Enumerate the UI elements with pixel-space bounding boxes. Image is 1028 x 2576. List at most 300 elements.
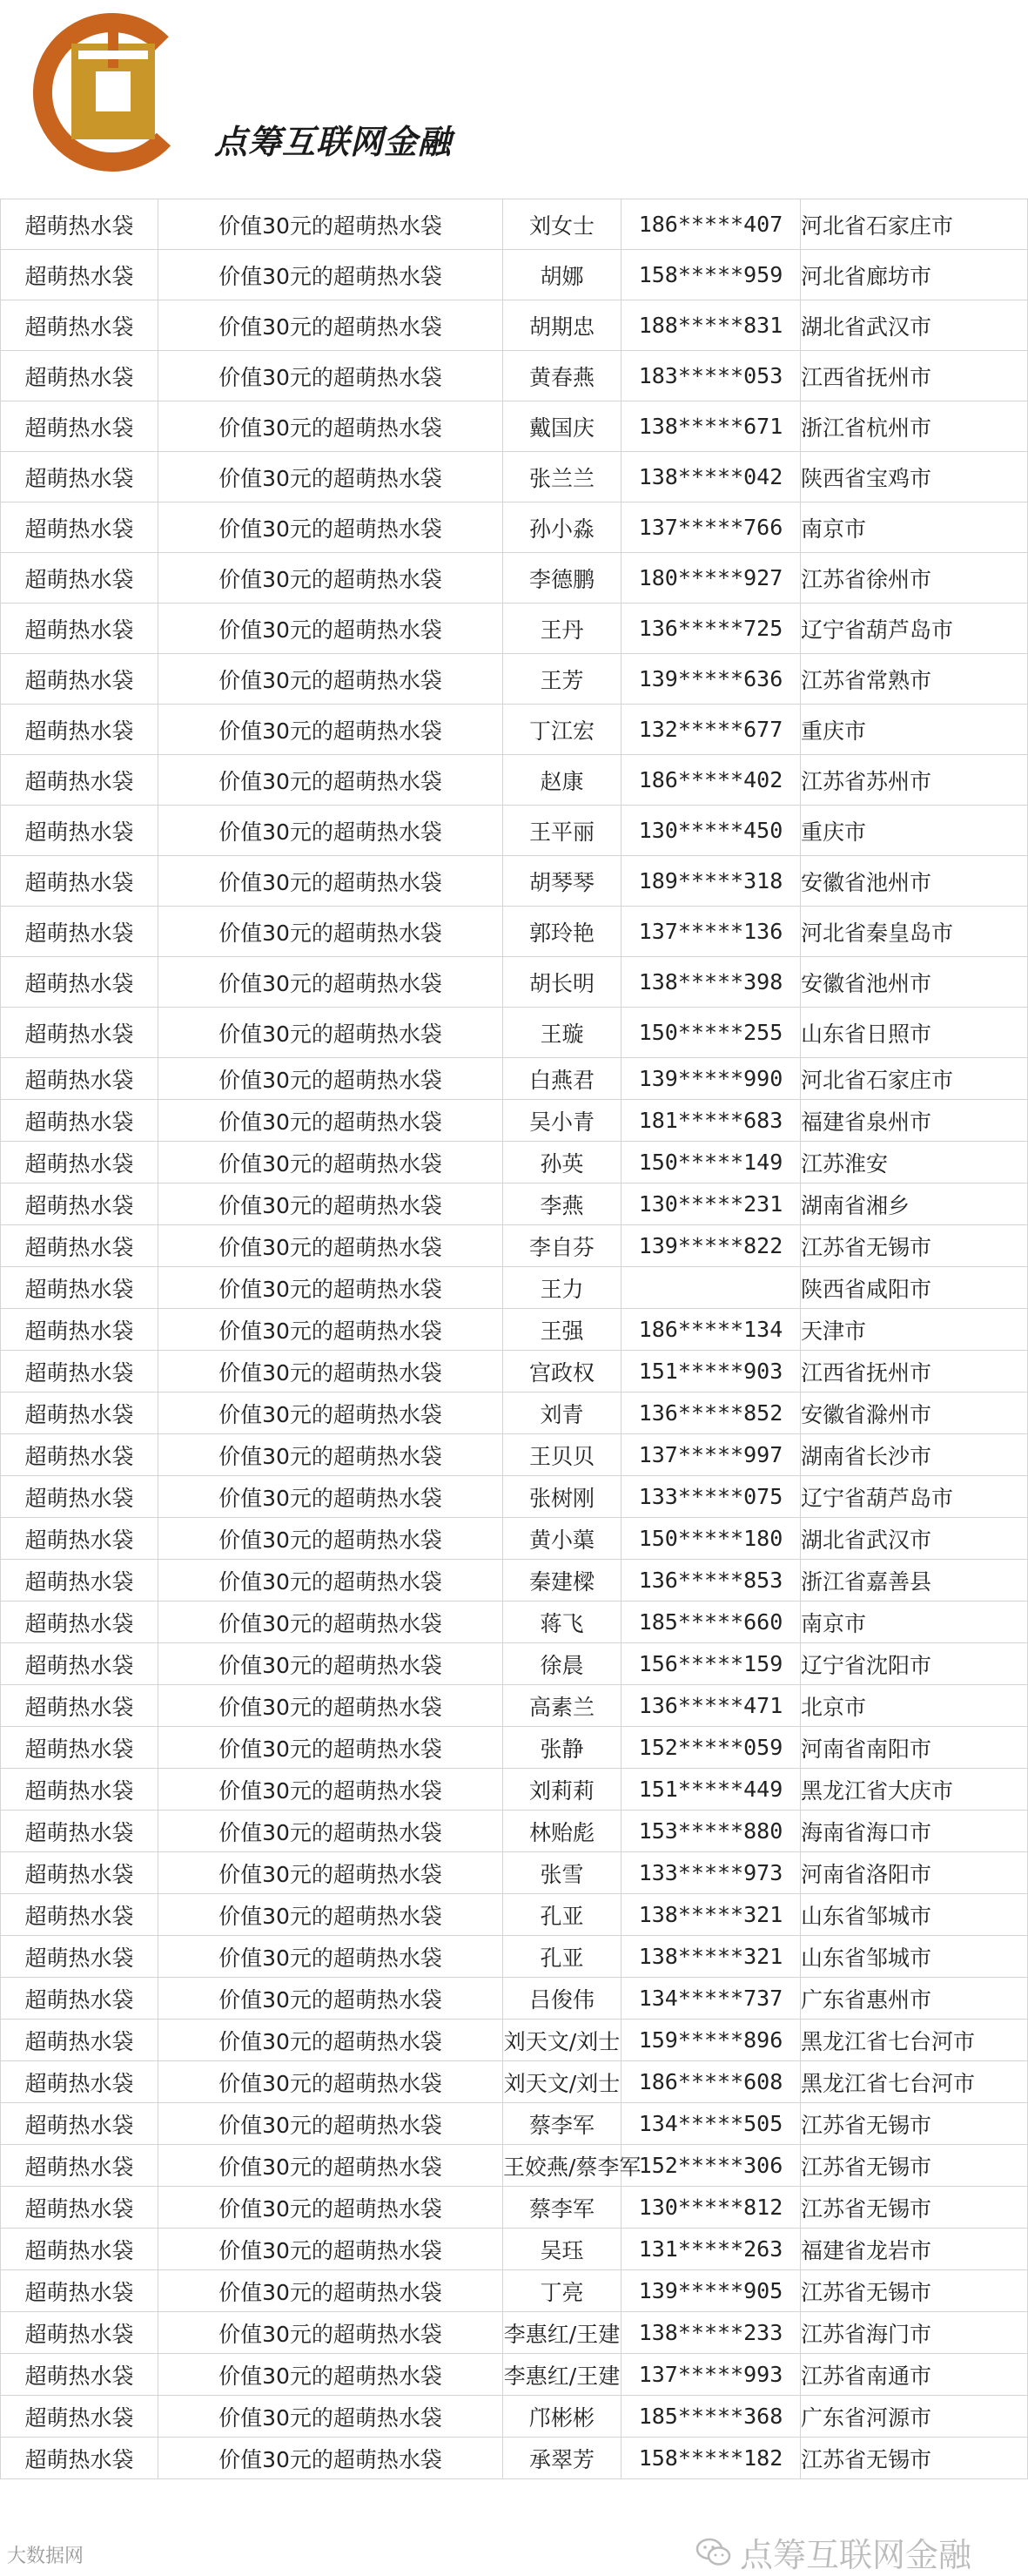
winner-phone-cell: 159*****896 — [622, 2020, 801, 2061]
winner-name-cell: 刘女士 — [503, 199, 622, 250]
prize-description-cell: 价值30元的超萌热水袋 — [158, 2145, 503, 2187]
winner-location-cell: 江苏省无锡市 — [801, 2145, 1028, 2187]
winner-location-cell: 天津市 — [801, 1309, 1028, 1351]
table-row — [1, 957, 1028, 1008]
winner-location-cell: 山东省日照市 — [801, 1008, 1028, 1058]
prize-item-cell: 超萌热水袋 — [1, 1560, 158, 1602]
winner-location-cell: 广东省河源市 — [801, 2396, 1028, 2438]
prize-description-cell: 价值30元的超萌热水袋 — [158, 806, 503, 856]
winners-table — [0, 199, 1028, 2479]
winner-name-cell: 王力 — [503, 1267, 622, 1309]
table-row — [1, 250, 1028, 300]
winner-phone-cell: 136*****853 — [622, 1560, 801, 1602]
prize-description-cell: 价值30元的超萌热水袋 — [158, 1518, 503, 1560]
winner-phone-cell: 185*****660 — [622, 1602, 801, 1643]
winner-name-cell: 刘青 — [503, 1393, 622, 1434]
prize-item-cell: 超萌热水袋 — [1, 806, 158, 856]
table-row — [1, 2187, 1028, 2229]
winner-phone-cell: 180*****927 — [622, 553, 801, 604]
winner-phone-cell: 152*****059 — [622, 1727, 801, 1769]
winner-name-cell: 刘天文/刘士 — [503, 2020, 622, 2061]
prize-item-cell: 超萌热水袋 — [1, 907, 158, 957]
winner-location-cell: 福建省龙岩市 — [801, 2229, 1028, 2270]
winner-location-cell: 河北省秦皇岛市 — [801, 907, 1028, 957]
winner-name-cell: 胡娜 — [503, 250, 622, 300]
prize-description-cell: 价值30元的超萌热水袋 — [158, 705, 503, 755]
prize-item-cell: 超萌热水袋 — [1, 553, 158, 604]
winner-location-cell: 湖南省湘乡 — [801, 1183, 1028, 1225]
winner-name-cell: 孙英 — [503, 1142, 622, 1183]
page-header — [0, 0, 1028, 199]
winner-location-cell: 南京市 — [801, 502, 1028, 553]
winner-name-cell: 丁江宏 — [503, 705, 622, 755]
winner-name-cell: 蔡李军 — [503, 2187, 622, 2229]
prize-item-cell: 超萌热水袋 — [1, 856, 158, 907]
prize-description-cell: 价值30元的超萌热水袋 — [158, 1602, 503, 1643]
winner-phone-cell: 150*****255 — [622, 1008, 801, 1058]
prize-description-cell: 价值30元的超萌热水袋 — [158, 604, 503, 654]
winner-phone-cell: 156*****159 — [622, 1643, 801, 1685]
winner-location-cell: 江苏省南通市 — [801, 2354, 1028, 2396]
prize-item-cell: 超萌热水袋 — [1, 1811, 158, 1852]
winner-name-cell: 白燕君 — [503, 1058, 622, 1100]
winner-phone-cell: 139*****636 — [622, 654, 801, 705]
winner-name-cell: 孔亚 — [503, 1894, 622, 1936]
winner-name-cell: 戴国庆 — [503, 401, 622, 452]
winner-location-cell: 山东省邹城市 — [801, 1894, 1028, 1936]
table-row — [1, 502, 1028, 553]
prize-item-cell: 超萌热水袋 — [1, 2270, 158, 2312]
table-row — [1, 1643, 1028, 1685]
prize-description-cell: 价值30元的超萌热水袋 — [158, 1058, 503, 1100]
prize-item-cell: 超萌热水袋 — [1, 2145, 158, 2187]
winner-location-cell: 黑龙江省七台河市 — [801, 2020, 1028, 2061]
prize-item-cell: 超萌热水袋 — [1, 1100, 158, 1142]
coin-logo-icon — [33, 9, 190, 178]
winner-phone-cell — [622, 1267, 801, 1309]
prize-description-cell: 价值30元的超萌热水袋 — [158, 1476, 503, 1518]
winner-location-cell: 北京市 — [801, 1685, 1028, 1727]
table-row — [1, 1602, 1028, 1643]
prize-item-cell: 超萌热水袋 — [1, 755, 158, 806]
winner-name-cell: 胡期忠 — [503, 300, 622, 351]
winner-name-cell: 王平丽 — [503, 806, 622, 856]
winner-location-cell: 福建省泉州市 — [801, 1100, 1028, 1142]
prize-description-cell: 价值30元的超萌热水袋 — [158, 1978, 503, 2020]
winner-location-cell: 湖北省武汉市 — [801, 300, 1028, 351]
winner-name-cell: 王贝贝 — [503, 1434, 622, 1476]
winner-name-cell: 孙小淼 — [503, 502, 622, 553]
prize-item-cell: 超萌热水袋 — [1, 1685, 158, 1727]
table-row — [1, 2103, 1028, 2145]
brand-name: 点筹互联网金融 — [214, 123, 453, 161]
prize-description-cell: 价值30元的超萌热水袋 — [158, 250, 503, 300]
prize-item-cell: 超萌热水袋 — [1, 604, 158, 654]
winner-name-cell: 宫政权 — [503, 1351, 622, 1393]
prize-description-cell: 价值30元的超萌热水袋 — [158, 2312, 503, 2354]
prize-description-cell: 价值30元的超萌热水袋 — [158, 2438, 503, 2479]
table-row — [1, 1978, 1028, 2020]
winner-phone-cell: 132*****677 — [622, 705, 801, 755]
wechat-icon — [696, 2538, 731, 2567]
prize-description-cell: 价值30元的超萌热水袋 — [158, 1309, 503, 1351]
prize-description-cell: 价值30元的超萌热水袋 — [158, 957, 503, 1008]
prize-item-cell: 超萌热水袋 — [1, 2187, 158, 2229]
prize-description-cell: 价值30元的超萌热水袋 — [158, 2354, 503, 2396]
winner-phone-cell: 139*****822 — [622, 1225, 801, 1267]
table-row — [1, 1894, 1028, 1936]
winner-location-cell: 山东省邹城市 — [801, 1936, 1028, 1978]
prize-description-cell: 价值30元的超萌热水袋 — [158, 1936, 503, 1978]
winner-location-cell: 江苏省无锡市 — [801, 2103, 1028, 2145]
winner-name-cell: 黄小蕖 — [503, 1518, 622, 1560]
winner-location-cell: 江苏省常熟市 — [801, 654, 1028, 705]
winner-location-cell: 江苏淮安 — [801, 1142, 1028, 1183]
winner-location-cell: 江苏省无锡市 — [801, 2187, 1028, 2229]
prize-description-cell: 价值30元的超萌热水袋 — [158, 1351, 503, 1393]
table-row — [1, 553, 1028, 604]
prize-description-cell: 价值30元的超萌热水袋 — [158, 1769, 503, 1811]
winner-phone-cell: 138*****321 — [622, 1894, 801, 1936]
winner-location-cell: 辽宁省葫芦岛市 — [801, 1476, 1028, 1518]
table-row — [1, 2312, 1028, 2354]
winner-phone-cell: 150*****180 — [622, 1518, 801, 1560]
prize-description-cell: 价值30元的超萌热水袋 — [158, 755, 503, 806]
table-row — [1, 604, 1028, 654]
table-row — [1, 2354, 1028, 2396]
prize-description-cell: 价值30元的超萌热水袋 — [158, 1008, 503, 1058]
winner-phone-cell: 151*****449 — [622, 1769, 801, 1811]
table-row — [1, 1225, 1028, 1267]
prize-description-cell: 价值30元的超萌热水袋 — [158, 1267, 503, 1309]
prize-description-cell: 价值30元的超萌热水袋 — [158, 2103, 503, 2145]
winner-location-cell: 安徽省池州市 — [801, 957, 1028, 1008]
winner-phone-cell: 138*****398 — [622, 957, 801, 1008]
prize-item-cell: 超萌热水袋 — [1, 1142, 158, 1183]
table-row — [1, 856, 1028, 907]
winner-location-cell: 陕西省宝鸡市 — [801, 452, 1028, 502]
winner-location-cell: 安徽省池州市 — [801, 856, 1028, 907]
prize-item-cell: 超萌热水袋 — [1, 401, 158, 452]
prize-item-cell: 超萌热水袋 — [1, 250, 158, 300]
winner-name-cell: 李燕 — [503, 1183, 622, 1225]
prize-item-cell: 超萌热水袋 — [1, 957, 158, 1008]
table-row — [1, 1142, 1028, 1183]
table-row — [1, 1560, 1028, 1602]
winner-name-cell: 张雪 — [503, 1852, 622, 1894]
table-row — [1, 1008, 1028, 1058]
winner-phone-cell: 158*****959 — [622, 250, 801, 300]
winner-name-cell: 徐晨 — [503, 1643, 622, 1685]
winner-location-cell: 江苏省海门市 — [801, 2312, 1028, 2354]
winner-location-cell: 浙江省杭州市 — [801, 401, 1028, 452]
table-row — [1, 2270, 1028, 2312]
prize-item-cell: 超萌热水袋 — [1, 654, 158, 705]
prize-item-cell: 超萌热水袋 — [1, 2438, 158, 2479]
winner-name-cell: 胡长明 — [503, 957, 622, 1008]
table-row — [1, 1100, 1028, 1142]
prize-description-cell: 价值30元的超萌热水袋 — [158, 1852, 503, 1894]
winner-phone-cell: 152*****306 — [622, 2145, 801, 2187]
prize-item-cell: 超萌热水袋 — [1, 1602, 158, 1643]
winner-phone-cell: 137*****997 — [622, 1434, 801, 1476]
winner-location-cell: 江苏省徐州市 — [801, 553, 1028, 604]
winner-phone-cell: 130*****450 — [622, 806, 801, 856]
prize-description-cell: 价值30元的超萌热水袋 — [158, 553, 503, 604]
table-row — [1, 1058, 1028, 1100]
winner-phone-cell: 151*****903 — [622, 1351, 801, 1393]
winner-name-cell: 邝彬彬 — [503, 2396, 622, 2438]
prize-description-cell: 价值30元的超萌热水袋 — [158, 1894, 503, 1936]
winner-location-cell: 河北省石家庄市 — [801, 1058, 1028, 1100]
prize-item-cell: 超萌热水袋 — [1, 705, 158, 755]
table-row — [1, 1393, 1028, 1434]
prize-item-cell: 超萌热水袋 — [1, 1309, 158, 1351]
table-row — [1, 907, 1028, 957]
prize-description-cell: 价值30元的超萌热水袋 — [158, 2020, 503, 2061]
winner-name-cell: 刘莉莉 — [503, 1769, 622, 1811]
prize-description-cell: 价值30元的超萌热水袋 — [158, 2187, 503, 2229]
prize-item-cell: 超萌热水袋 — [1, 2229, 158, 2270]
prize-description-cell: 价值30元的超萌热水袋 — [158, 2270, 503, 2312]
prize-description-cell: 价值30元的超萌热水袋 — [158, 351, 503, 401]
prize-item-cell: 超萌热水袋 — [1, 1393, 158, 1434]
table-row — [1, 2229, 1028, 2270]
table-row — [1, 1476, 1028, 1518]
table-row — [1, 452, 1028, 502]
winner-location-cell: 海南省海口市 — [801, 1811, 1028, 1852]
table-row — [1, 1183, 1028, 1225]
winner-location-cell: 浙江省嘉善县 — [801, 1560, 1028, 1602]
winner-location-cell: 安徽省滁州市 — [801, 1393, 1028, 1434]
winner-location-cell: 江苏省苏州市 — [801, 755, 1028, 806]
winner-phone-cell: 133*****075 — [622, 1476, 801, 1518]
prize-description-cell: 价值30元的超萌热水袋 — [158, 1727, 503, 1769]
footer-brand: 点筹互联网金融 — [740, 2536, 972, 2574]
table-row — [1, 1267, 1028, 1309]
prize-description-cell: 价值30元的超萌热水袋 — [158, 300, 503, 351]
winner-name-cell: 吕俊伟 — [503, 1978, 622, 2020]
winner-name-cell: 李自芬 — [503, 1225, 622, 1267]
table-row — [1, 351, 1028, 401]
winner-name-cell: 秦建樑 — [503, 1560, 622, 1602]
prize-item-cell: 超萌热水袋 — [1, 1727, 158, 1769]
prize-item-cell: 超萌热水袋 — [1, 300, 158, 351]
winner-phone-cell: 138*****042 — [622, 452, 801, 502]
winner-phone-cell: 150*****149 — [622, 1142, 801, 1183]
winner-phone-cell: 134*****505 — [622, 2103, 801, 2145]
winner-phone-cell: 186*****608 — [622, 2061, 801, 2103]
prize-description-cell: 价值30元的超萌热水袋 — [158, 452, 503, 502]
winner-location-cell: 湖北省武汉市 — [801, 1518, 1028, 1560]
winner-location-cell: 重庆市 — [801, 705, 1028, 755]
winner-name-cell: 王芳 — [503, 654, 622, 705]
prize-item-cell: 超萌热水袋 — [1, 1183, 158, 1225]
winner-location-cell: 湖南省长沙市 — [801, 1434, 1028, 1476]
winner-name-cell: 林贻彪 — [503, 1811, 622, 1852]
winner-name-cell: 赵康 — [503, 755, 622, 806]
winner-location-cell: 辽宁省葫芦岛市 — [801, 604, 1028, 654]
footer-watermark-left: 大数据网 — [7, 2546, 84, 2567]
prize-item-cell: 超萌热水袋 — [1, 1351, 158, 1393]
table-row — [1, 1309, 1028, 1351]
prize-item-cell: 超萌热水袋 — [1, 1978, 158, 2020]
winner-location-cell: 河北省石家庄市 — [801, 199, 1028, 250]
winner-location-cell: 河南省洛阳市 — [801, 1852, 1028, 1894]
winner-phone-cell: 133*****973 — [622, 1852, 801, 1894]
winner-name-cell: 李惠红/王建 — [503, 2312, 622, 2354]
winner-phone-cell: 134*****737 — [622, 1978, 801, 2020]
prize-description-cell: 价值30元的超萌热水袋 — [158, 2396, 503, 2438]
winner-location-cell: 江苏省无锡市 — [801, 1225, 1028, 1267]
winner-name-cell: 吴珏 — [503, 2229, 622, 2270]
winner-location-cell: 河北省廊坊市 — [801, 250, 1028, 300]
winner-name-cell: 高素兰 — [503, 1685, 622, 1727]
winner-name-cell: 胡琴琴 — [503, 856, 622, 907]
table-row — [1, 2145, 1028, 2187]
winner-name-cell: 刘天文/刘士 — [503, 2061, 622, 2103]
prize-description-cell: 价值30元的超萌热水袋 — [158, 1142, 503, 1183]
winner-phone-cell: 136*****725 — [622, 604, 801, 654]
winner-name-cell: 承翠芳 — [503, 2438, 622, 2479]
winner-phone-cell: 136*****852 — [622, 1393, 801, 1434]
winner-location-cell: 江苏省无锡市 — [801, 2270, 1028, 2312]
prize-item-cell: 超萌热水袋 — [1, 2103, 158, 2145]
winner-phone-cell: 137*****766 — [622, 502, 801, 553]
prize-item-cell: 超萌热水袋 — [1, 2396, 158, 2438]
table-row — [1, 401, 1028, 452]
winner-phone-cell: 186*****134 — [622, 1309, 801, 1351]
winner-location-cell: 广东省惠州市 — [801, 1978, 1028, 2020]
winner-location-cell: 河南省南阳市 — [801, 1727, 1028, 1769]
prize-item-cell: 超萌热水袋 — [1, 452, 158, 502]
winner-name-cell: 孔亚 — [503, 1936, 622, 1978]
winner-phone-cell: 138*****671 — [622, 401, 801, 452]
winner-phone-cell: 153*****880 — [622, 1811, 801, 1852]
prize-item-cell: 超萌热水袋 — [1, 1058, 158, 1100]
prize-description-cell: 价值30元的超萌热水袋 — [158, 1685, 503, 1727]
prize-item-cell: 超萌热水袋 — [1, 351, 158, 401]
prize-description-cell: 价值30元的超萌热水袋 — [158, 1560, 503, 1602]
winner-phone-cell: 131*****263 — [622, 2229, 801, 2270]
winner-name-cell: 吴小青 — [503, 1100, 622, 1142]
winner-location-cell: 辽宁省沈阳市 — [801, 1643, 1028, 1685]
winner-phone-cell: 138*****233 — [622, 2312, 801, 2354]
table-row — [1, 1518, 1028, 1560]
winner-phone-cell: 188*****831 — [622, 300, 801, 351]
prize-item-cell: 超萌热水袋 — [1, 502, 158, 553]
prize-item-cell: 超萌热水袋 — [1, 2354, 158, 2396]
prize-item-cell: 超萌热水袋 — [1, 1225, 158, 1267]
prize-description-cell: 价值30元的超萌热水袋 — [158, 199, 503, 250]
winner-phone-cell: 137*****136 — [622, 907, 801, 957]
prize-item-cell: 超萌热水袋 — [1, 1476, 158, 1518]
prize-item-cell: 超萌热水袋 — [1, 2020, 158, 2061]
winner-location-cell: 江苏省无锡市 — [801, 2438, 1028, 2479]
winner-name-cell: 王姣燕/蔡李军 — [503, 2145, 622, 2187]
winner-name-cell: 王强 — [503, 1309, 622, 1351]
prize-description-cell: 价值30元的超萌热水袋 — [158, 907, 503, 957]
table-row — [1, 1852, 1028, 1894]
winner-name-cell: 张树刚 — [503, 1476, 622, 1518]
winner-phone-cell: 138*****321 — [622, 1936, 801, 1978]
table-row — [1, 1685, 1028, 1727]
prize-item-cell: 超萌热水袋 — [1, 1434, 158, 1476]
footer-watermark-right — [696, 2528, 971, 2576]
prize-item-cell: 超萌热水袋 — [1, 2061, 158, 2103]
winner-name-cell: 蒋飞 — [503, 1602, 622, 1643]
winner-location-cell: 黑龙江省七台河市 — [801, 2061, 1028, 2103]
prize-description-cell: 价值30元的超萌热水袋 — [158, 502, 503, 553]
table-row — [1, 2438, 1028, 2479]
winner-phone-cell: 136*****471 — [622, 1685, 801, 1727]
prize-item-cell: 超萌热水袋 — [1, 1008, 158, 1058]
winner-location-cell: 南京市 — [801, 1602, 1028, 1643]
winner-name-cell: 丁亮 — [503, 2270, 622, 2312]
prize-description-cell: 价值30元的超萌热水袋 — [158, 654, 503, 705]
winner-name-cell: 郭玲艳 — [503, 907, 622, 957]
prize-item-cell: 超萌热水袋 — [1, 1267, 158, 1309]
winner-phone-cell: 189*****318 — [622, 856, 801, 907]
table-row — [1, 300, 1028, 351]
prize-description-cell: 价值30元的超萌热水袋 — [158, 1434, 503, 1476]
winner-phone-cell: 139*****990 — [622, 1058, 801, 1100]
winner-phone-cell: 139*****905 — [622, 2270, 801, 2312]
table-row — [1, 2020, 1028, 2061]
winner-location-cell: 重庆市 — [801, 806, 1028, 856]
winner-name-cell: 蔡李军 — [503, 2103, 622, 2145]
table-row — [1, 199, 1028, 250]
winner-phone-cell: 158*****182 — [622, 2438, 801, 2479]
prize-description-cell: 价值30元的超萌热水袋 — [158, 401, 503, 452]
prize-description-cell: 价值30元的超萌热水袋 — [158, 1183, 503, 1225]
table-row — [1, 755, 1028, 806]
prize-description-cell: 价值30元的超萌热水袋 — [158, 2229, 503, 2270]
winner-location-cell: 江西省抚州市 — [801, 1351, 1028, 1393]
prize-description-cell: 价值30元的超萌热水袋 — [158, 1100, 503, 1142]
table-row — [1, 705, 1028, 755]
table-row — [1, 2061, 1028, 2103]
prize-description-cell: 价值30元的超萌热水袋 — [158, 1225, 503, 1267]
prize-description-cell: 价值30元的超萌热水袋 — [158, 856, 503, 907]
winner-phone-cell: 183*****053 — [622, 351, 801, 401]
winner-phone-cell: 130*****231 — [622, 1183, 801, 1225]
prize-item-cell: 超萌热水袋 — [1, 2312, 158, 2354]
table-row — [1, 1769, 1028, 1811]
prize-item-cell: 超萌热水袋 — [1, 1518, 158, 1560]
winner-location-cell: 江西省抚州市 — [801, 351, 1028, 401]
winner-name-cell: 张静 — [503, 1727, 622, 1769]
prize-item-cell: 超萌热水袋 — [1, 1936, 158, 1978]
winner-phone-cell: 181*****683 — [622, 1100, 801, 1142]
winner-name-cell: 李德鹏 — [503, 553, 622, 604]
table-row — [1, 1936, 1028, 1978]
winner-phone-cell: 185*****368 — [622, 2396, 801, 2438]
prize-item-cell: 超萌热水袋 — [1, 1852, 158, 1894]
winner-location-cell: 黑龙江省大庆市 — [801, 1769, 1028, 1811]
winner-name-cell: 李惠红/王建 — [503, 2354, 622, 2396]
winner-name-cell: 张兰兰 — [503, 452, 622, 502]
winner-location-cell: 陕西省咸阳市 — [801, 1267, 1028, 1309]
table-row — [1, 1811, 1028, 1852]
winner-phone-cell: 137*****993 — [622, 2354, 801, 2396]
prize-description-cell: 价值30元的超萌热水袋 — [158, 1393, 503, 1434]
prize-item-cell: 超萌热水袋 — [1, 1643, 158, 1685]
winner-name-cell: 王璇 — [503, 1008, 622, 1058]
prize-item-cell: 超萌热水袋 — [1, 199, 158, 250]
prize-item-cell: 超萌热水袋 — [1, 1769, 158, 1811]
prize-description-cell: 价值30元的超萌热水袋 — [158, 1643, 503, 1685]
